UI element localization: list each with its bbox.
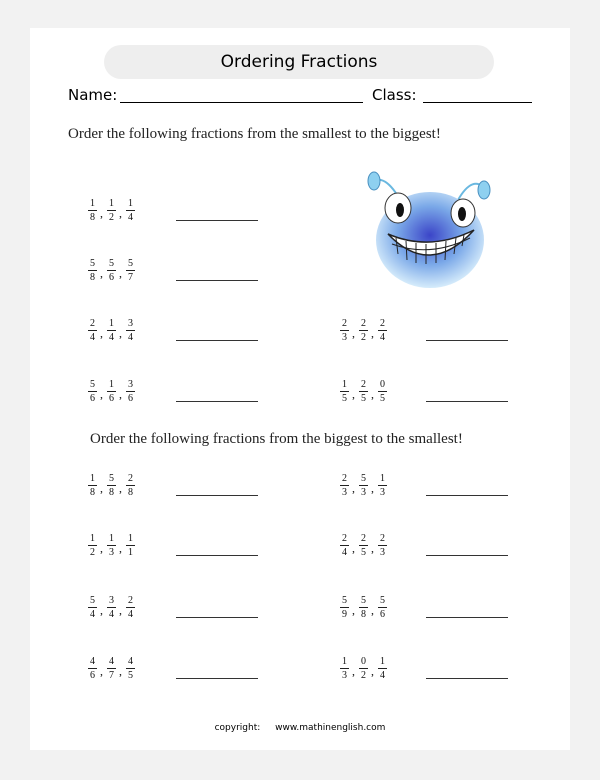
- fraction-denominator: 2: [109, 212, 114, 223]
- fraction-denominator: 7: [128, 272, 133, 283]
- fraction-numerator: 1: [109, 379, 114, 390]
- fraction-bar: [107, 545, 116, 546]
- fraction: [359, 533, 368, 558]
- instruction-smallest-to-biggest: Order the following fractions from the smallest to the biggest!: [68, 126, 441, 142]
- fraction-numerator: 5: [342, 595, 347, 606]
- fraction: [107, 656, 116, 681]
- fraction-numerator: 2: [342, 318, 347, 329]
- fraction-numerator: 2: [128, 473, 133, 484]
- fraction: [126, 595, 135, 620]
- fraction-denominator: 6: [109, 393, 114, 404]
- separator-comma: ,: [100, 387, 103, 401]
- fraction-denominator: 5: [361, 393, 366, 404]
- fraction: [359, 318, 368, 343]
- fraction-bar: [126, 330, 135, 331]
- fraction-denominator: 4: [128, 332, 133, 343]
- fraction: [88, 656, 97, 681]
- answer-line[interactable]: [176, 495, 258, 496]
- answer-line[interactable]: [176, 220, 258, 221]
- fraction-bar: [378, 330, 387, 331]
- fraction-numerator: 5: [90, 258, 95, 269]
- fraction-numerator: 2: [361, 533, 366, 544]
- separator-comma: ,: [352, 387, 355, 401]
- fraction-denominator: 4: [90, 609, 95, 620]
- fraction: [107, 379, 116, 404]
- fraction-bar: [126, 668, 135, 669]
- fraction: [378, 473, 387, 498]
- answer-line[interactable]: [176, 401, 258, 402]
- separator-comma: ,: [119, 387, 122, 401]
- fraction-bar: [378, 485, 387, 486]
- fraction-set: [88, 533, 135, 558]
- separator-comma: ,: [371, 326, 374, 340]
- fraction: [126, 318, 135, 343]
- answer-line[interactable]: [426, 555, 508, 556]
- fraction-bar: [126, 270, 135, 271]
- fraction: [88, 198, 97, 223]
- fraction-denominator: 8: [90, 272, 95, 283]
- fraction-denominator: 4: [380, 332, 385, 343]
- fraction: [107, 198, 116, 223]
- fraction-denominator: 5: [361, 547, 366, 558]
- fraction-bar: [378, 545, 387, 546]
- separator-comma: ,: [119, 481, 122, 495]
- bug-mascot-image: [364, 166, 496, 288]
- fraction-bar: [107, 270, 116, 271]
- fraction-numerator: 2: [342, 533, 347, 544]
- fraction-bar: [340, 330, 349, 331]
- fraction-set: [340, 533, 387, 558]
- answer-line[interactable]: [176, 280, 258, 281]
- fraction: [340, 473, 349, 498]
- fraction: [126, 533, 135, 558]
- fraction-numerator: 4: [109, 656, 114, 667]
- fraction-numerator: 4: [90, 656, 95, 667]
- answer-line[interactable]: [176, 617, 258, 618]
- copyright-footer: [0, 723, 600, 733]
- fraction-set: [88, 473, 135, 498]
- fraction-numerator: 5: [128, 258, 133, 269]
- separator-comma: ,: [371, 481, 374, 495]
- fraction-set: [88, 656, 135, 681]
- fraction-numerator: 3: [128, 379, 133, 390]
- fraction-bar: [107, 210, 116, 211]
- fraction: [378, 379, 387, 404]
- fraction: [126, 198, 135, 223]
- fraction-numerator: 5: [109, 258, 114, 269]
- fraction: [378, 533, 387, 558]
- fraction-bar: [107, 330, 116, 331]
- fraction-numerator: 5: [380, 595, 385, 606]
- fraction-denominator: 6: [90, 393, 95, 404]
- copyright-url: www.mathinenglish.com: [275, 723, 386, 733]
- separator-comma: ,: [352, 326, 355, 340]
- answer-line[interactable]: [426, 340, 508, 341]
- separator-comma: ,: [371, 664, 374, 678]
- fraction-numerator: 1: [128, 533, 133, 544]
- fraction: [378, 656, 387, 681]
- fraction-numerator: 5: [361, 473, 366, 484]
- fraction-bar: [107, 668, 116, 669]
- fraction-denominator: 2: [361, 670, 366, 681]
- fraction: [88, 379, 97, 404]
- fraction-numerator: 1: [342, 656, 347, 667]
- fraction-denominator: 2: [361, 332, 366, 343]
- fraction: [107, 473, 116, 498]
- fraction-denominator: 6: [128, 393, 133, 404]
- fraction-numerator: 2: [380, 318, 385, 329]
- fraction: [107, 595, 116, 620]
- fraction-numerator: 2: [361, 379, 366, 390]
- class-line: [423, 102, 532, 103]
- fraction: [107, 318, 116, 343]
- separator-comma: ,: [352, 603, 355, 617]
- fraction: [107, 533, 116, 558]
- fraction-denominator: 1: [128, 547, 133, 558]
- fraction-bar: [359, 330, 368, 331]
- separator-comma: ,: [352, 664, 355, 678]
- fraction-denominator: 5: [380, 393, 385, 404]
- fraction-bar: [126, 391, 135, 392]
- fraction-bar: [126, 545, 135, 546]
- fraction-denominator: 3: [109, 547, 114, 558]
- fraction: [126, 379, 135, 404]
- fraction: [359, 473, 368, 498]
- fraction-bar: [359, 485, 368, 486]
- fraction-denominator: 8: [361, 609, 366, 620]
- fraction-bar: [107, 391, 116, 392]
- fraction-bar: [378, 607, 387, 608]
- fraction-bar: [88, 210, 97, 211]
- fraction: [340, 533, 349, 558]
- copyright-label: copyright:: [214, 723, 261, 733]
- fraction-numerator: 2: [128, 595, 133, 606]
- separator-comma: ,: [100, 206, 103, 220]
- instruction-biggest-to-smallest: Order the following fractions from the biggest to the smallest!: [90, 431, 463, 447]
- fraction-bar: [88, 607, 97, 608]
- fraction: [88, 318, 97, 343]
- fraction-numerator: 1: [109, 198, 114, 209]
- separator-comma: ,: [119, 541, 122, 555]
- fraction-bar: [88, 485, 97, 486]
- fraction-denominator: 4: [109, 609, 114, 620]
- fraction-bar: [88, 668, 97, 669]
- fraction-bar: [340, 607, 349, 608]
- fraction-numerator: 2: [90, 318, 95, 329]
- fraction-numerator: 1: [90, 198, 95, 209]
- fraction-numerator: 4: [128, 656, 133, 667]
- fraction-numerator: 1: [380, 473, 385, 484]
- separator-comma: ,: [100, 603, 103, 617]
- fraction-denominator: 4: [380, 670, 385, 681]
- fraction-denominator: 3: [380, 487, 385, 498]
- answer-line[interactable]: [426, 617, 508, 618]
- fraction-denominator: 6: [90, 670, 95, 681]
- fraction: [359, 595, 368, 620]
- fraction-set: [340, 318, 387, 343]
- name-label: Name:: [68, 86, 118, 104]
- fraction-bar: [88, 545, 97, 546]
- fraction-set: [88, 198, 135, 223]
- fraction-denominator: 3: [342, 670, 347, 681]
- fraction-denominator: 8: [128, 487, 133, 498]
- name-line: [120, 102, 363, 103]
- fraction: [88, 258, 97, 283]
- fraction-set: [340, 595, 387, 620]
- fraction-numerator: 1: [109, 533, 114, 544]
- separator-comma: ,: [371, 387, 374, 401]
- fraction-set: [88, 258, 135, 283]
- fraction: [378, 318, 387, 343]
- separator-comma: ,: [119, 206, 122, 220]
- fraction-bar: [88, 391, 97, 392]
- separator-comma: ,: [119, 266, 122, 280]
- separator-comma: ,: [119, 664, 122, 678]
- separator-comma: ,: [100, 266, 103, 280]
- separator-comma: ,: [352, 481, 355, 495]
- fraction: [359, 656, 368, 681]
- fraction: [340, 656, 349, 681]
- fraction-numerator: 5: [90, 379, 95, 390]
- fraction-bar: [88, 330, 97, 331]
- fraction-denominator: 6: [380, 609, 385, 620]
- fraction-bar: [126, 210, 135, 211]
- fraction-numerator: 0: [380, 379, 385, 390]
- separator-comma: ,: [119, 326, 122, 340]
- fraction: [126, 473, 135, 498]
- fraction-bar: [88, 270, 97, 271]
- answer-line[interactable]: [426, 401, 508, 402]
- fraction-denominator: 4: [128, 609, 133, 620]
- fraction-denominator: 4: [342, 547, 347, 558]
- fraction-denominator: 5: [128, 670, 133, 681]
- fraction: [340, 318, 349, 343]
- fraction-numerator: 1: [109, 318, 114, 329]
- separator-comma: ,: [371, 541, 374, 555]
- fraction-denominator: 2: [90, 547, 95, 558]
- fraction-bar: [340, 545, 349, 546]
- answer-line[interactable]: [176, 555, 258, 556]
- fraction-denominator: 4: [128, 212, 133, 223]
- fraction: [126, 258, 135, 283]
- fraction-numerator: 2: [361, 318, 366, 329]
- fraction-bar: [340, 668, 349, 669]
- fraction-denominator: 8: [109, 487, 114, 498]
- answer-line[interactable]: [426, 678, 508, 679]
- fraction: [88, 595, 97, 620]
- fraction-set: [340, 379, 387, 404]
- fraction-numerator: 2: [342, 473, 347, 484]
- fraction-numerator: 1: [128, 198, 133, 209]
- fraction-denominator: 3: [380, 547, 385, 558]
- fraction-bar: [359, 545, 368, 546]
- fraction: [126, 656, 135, 681]
- fraction: [107, 258, 116, 283]
- fraction-bar: [126, 607, 135, 608]
- separator-comma: ,: [119, 603, 122, 617]
- fraction-numerator: 3: [128, 318, 133, 329]
- fraction-numerator: 3: [109, 595, 114, 606]
- fraction-denominator: 3: [342, 487, 347, 498]
- answer-line[interactable]: [176, 678, 258, 679]
- fraction-set: [340, 656, 387, 681]
- worksheet-title: Ordering Fractions: [104, 45, 494, 79]
- separator-comma: ,: [352, 541, 355, 555]
- fraction-denominator: 3: [342, 332, 347, 343]
- fraction-denominator: 3: [361, 487, 366, 498]
- fraction-numerator: 5: [361, 595, 366, 606]
- fraction-set: [340, 473, 387, 498]
- fraction-denominator: 4: [90, 332, 95, 343]
- fraction-bar: [107, 607, 116, 608]
- fraction-numerator: 1: [380, 656, 385, 667]
- fraction-bar: [340, 485, 349, 486]
- separator-comma: ,: [100, 664, 103, 678]
- fraction: [88, 473, 97, 498]
- fraction-bar: [126, 485, 135, 486]
- fraction-bar: [359, 668, 368, 669]
- fraction: [340, 595, 349, 620]
- separator-comma: ,: [100, 326, 103, 340]
- fraction: [340, 379, 349, 404]
- separator-comma: ,: [100, 541, 103, 555]
- fraction: [88, 533, 97, 558]
- fraction-set: [88, 318, 135, 343]
- fraction-bar: [340, 391, 349, 392]
- fraction-denominator: 8: [90, 487, 95, 498]
- fraction-denominator: 6: [109, 272, 114, 283]
- separator-comma: ,: [371, 603, 374, 617]
- fraction-bar: [378, 391, 387, 392]
- fraction-denominator: 5: [342, 393, 347, 404]
- fraction-numerator: 1: [90, 473, 95, 484]
- answer-line[interactable]: [176, 340, 258, 341]
- fraction-set: [88, 379, 135, 404]
- fraction-numerator: 5: [90, 595, 95, 606]
- fraction-set: [88, 595, 135, 620]
- fraction-bar: [378, 668, 387, 669]
- fraction: [378, 595, 387, 620]
- fraction-denominator: 8: [90, 212, 95, 223]
- fraction-bar: [359, 391, 368, 392]
- fraction-bar: [107, 485, 116, 486]
- separator-comma: ,: [100, 481, 103, 495]
- fraction-denominator: 7: [109, 670, 114, 681]
- fraction-denominator: 9: [342, 609, 347, 620]
- fraction-numerator: 2: [380, 533, 385, 544]
- fraction-numerator: 1: [90, 533, 95, 544]
- answer-line[interactable]: [426, 495, 508, 496]
- fraction-numerator: 0: [361, 656, 366, 667]
- fraction: [359, 379, 368, 404]
- class-label: Class:: [372, 86, 417, 104]
- fraction-bar: [359, 607, 368, 608]
- fraction-numerator: 5: [109, 473, 114, 484]
- fraction-numerator: 1: [342, 379, 347, 390]
- fraction-denominator: 4: [109, 332, 114, 343]
